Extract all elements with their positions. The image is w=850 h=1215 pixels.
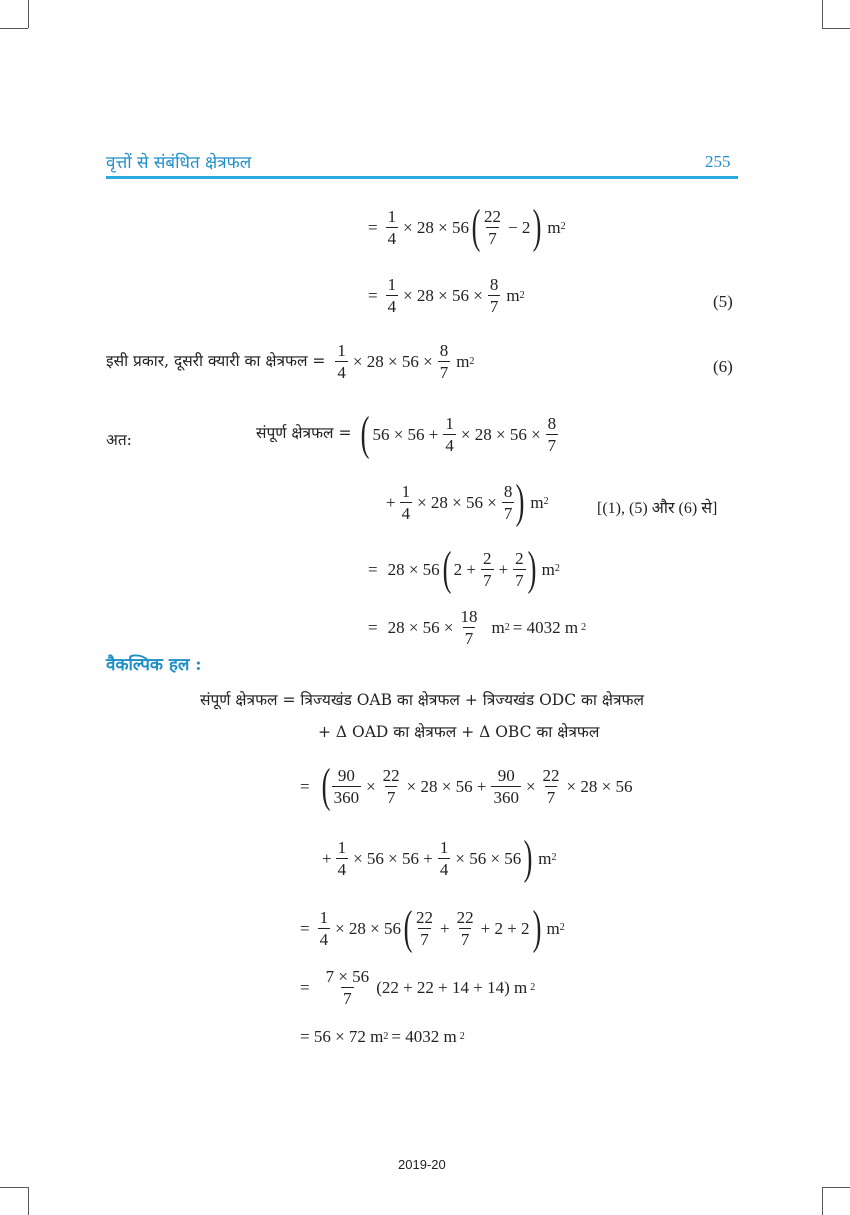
paren-left: ( xyxy=(403,901,413,954)
paren-left: ( xyxy=(442,542,452,595)
fraction: $\frac{2}{7}$ xyxy=(483,548,492,590)
fraction: $\frac{1}{4}$ xyxy=(319,907,329,949)
equation-line-3: इसी प्रकार, दूसरी क्यारी का क्षेत्रफल = $\frac{1}{4}$ × 28 × 56 × $\frac{8}{7}$ m 2 xyxy=(106,341,475,382)
paren-right: ) xyxy=(532,200,542,253)
alternative-line-3: = ( $\frac{90}{360}$ × $\frac{22}{7}$ × 28 × 56 + $\frac{90}{360}$ × $\frac{22}{7}$ × 28 × 56 xyxy=(300,759,633,812)
paren-left: ( xyxy=(321,759,330,812)
equation-line-5: + $\frac{1}{4}$ × 28 × 56 × $\frac{8}{7}$ ) m 2 xyxy=(386,475,549,528)
crop-mark xyxy=(28,1187,29,1215)
paren-left: ( xyxy=(361,407,370,460)
alternative-line-2: + Δ OAD का क्षेत्रफल + Δ OBC का क्षेत्रफल xyxy=(318,723,600,741)
paren-right: ) xyxy=(515,475,525,528)
alternative-line-6: = $\frac{7 \times 56}{7}$ (22 + 22 + 14 + 14) m 2 xyxy=(300,967,536,1008)
header-rule xyxy=(106,176,738,179)
fraction: $\frac{90}{360}$ xyxy=(493,765,519,807)
crop-mark xyxy=(0,1187,28,1188)
fraction: $\frac{18}{7}$ xyxy=(460,607,478,648)
alternative-line-4: + $\frac{1}{4}$ × 56 × 56 + $\frac{1}{4}$ × 56 × 56 ) m 2 xyxy=(322,831,557,884)
fraction: $\frac{8}{7}$ xyxy=(503,481,513,523)
fraction: $\frac{1}{4}$ xyxy=(387,275,397,316)
fraction: $\frac{7 \times 56}{7}$ xyxy=(325,967,370,1008)
crop-mark xyxy=(822,0,823,28)
fraction: $\frac{22}{7}$ xyxy=(484,206,502,248)
fraction: $\frac{1}{4}$ xyxy=(401,481,411,523)
equation-number: (6) xyxy=(713,357,733,376)
paren-right: ) xyxy=(527,542,536,595)
crop-mark xyxy=(822,28,850,29)
crop-mark xyxy=(0,28,28,29)
equation-line-6: = 28 × 56 ( 2 + $\frac{2}{7}$ + $\frac{2}{7}$ ) m 2 xyxy=(368,542,560,595)
fraction: $\frac{1}{4}$ xyxy=(439,837,449,879)
footer-year: 2019-20 xyxy=(398,1157,446,1172)
fraction: $\frac{22}{7}$ xyxy=(456,907,474,949)
alternative-line-7: = 56 × 72 m 2 = 4032 m 2 xyxy=(300,1027,465,1046)
paren-right: ) xyxy=(532,901,541,954)
alternative-solution-heading: वैकल्पिक हल : xyxy=(106,655,202,675)
fraction: $\frac{1}{4}$ xyxy=(445,413,454,455)
page-number: 255 xyxy=(705,152,731,171)
equation-line-7: = 28 × 56 × $\frac{18}{7}$ m 2 = 4032 m 2 xyxy=(368,607,587,648)
paren-left: ( xyxy=(471,200,481,253)
chapter-title: वृत्तों से संबंधित क्षेत्रफल xyxy=(106,153,252,173)
fraction: $\frac{2}{7}$ xyxy=(515,548,524,590)
equation-line-2: = $\frac{1}{4}$ × 28 × 56 × $\frac{8}{7}$ m 2 xyxy=(368,275,525,316)
fraction: $\frac{1}{4}$ xyxy=(387,206,397,248)
fraction: $\frac{22}{7}$ xyxy=(542,765,560,807)
fraction: $\frac{8}{7}$ xyxy=(439,341,449,382)
fraction: $\frac{1}{4}$ xyxy=(337,341,346,382)
fraction: $\frac{22}{7}$ xyxy=(382,765,400,807)
fraction: $\frac{8}{7}$ xyxy=(489,275,499,316)
alternative-line-5: = $\frac{1}{4}$ × 28 × 56 ( $\frac{22}{7}$ + $\frac{22}{7}$ + 2 + 2 ) m 2 xyxy=(300,901,565,954)
hence-label: अत: xyxy=(106,431,132,449)
crop-mark xyxy=(822,1187,850,1188)
fraction: $\frac{22}{7}$ xyxy=(416,907,434,949)
equation-reference: [(1), (5) और (6) से] xyxy=(597,500,718,517)
paren-right: ) xyxy=(523,831,533,884)
fraction: $\frac{8}{7}$ xyxy=(547,413,557,455)
crop-mark xyxy=(822,1187,823,1215)
equation-line-1: = $\frac{1}{4}$ × 28 × 56 ( $\frac{22}{7}$ − 2 ) m 2 xyxy=(368,200,566,253)
equation-line-4: संपूर्ण क्षेत्रफल = ( 56 × 56 + $\frac{1}{4}$ × 28 × 56 × $\frac{8}{7}$ xyxy=(256,407,557,460)
fraction: $\frac{90}{360}$ xyxy=(333,765,360,807)
crop-mark xyxy=(28,0,29,28)
alternative-line-1: संपूर्ण क्षेत्रफल = त्रिज्यखंड OAB का क्षेत्रफल + त्रिज्यखंड ODC का क्षेत्रफल xyxy=(200,691,644,709)
equation-number: (5) xyxy=(713,292,733,311)
fraction: $\frac{1}{4}$ xyxy=(337,837,347,879)
